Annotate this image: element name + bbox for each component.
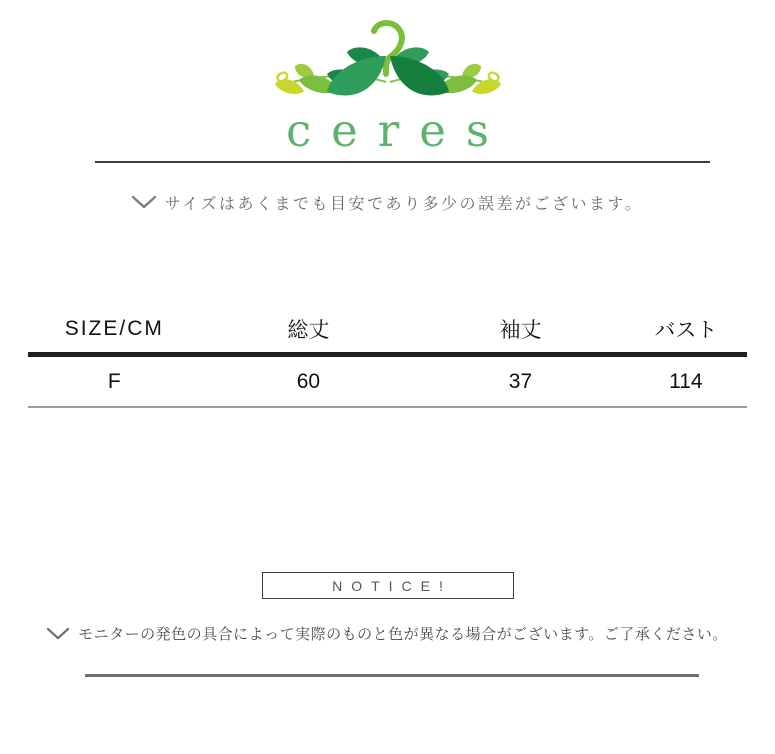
size-disclaimer-note	[0, 191, 775, 214]
ceres-logo	[0, 12, 775, 157]
size-disclaimer-text: サイズはあくまでも目安であり多少の誤差がございます。	[164, 196, 644, 213]
size-cell-total-length: 60	[296, 369, 321, 393]
notice-box	[262, 572, 514, 599]
brand-text: ceres	[285, 104, 510, 157]
size-table	[28, 306, 747, 408]
column-header-bust: バスト	[654, 319, 718, 342]
bottom-divider	[85, 674, 699, 677]
monitor-color-note	[0, 623, 775, 644]
size-cell-bust: 114	[669, 369, 703, 393]
size-table-header	[28, 306, 747, 357]
column-header-unit: SIZE/CM	[64, 317, 164, 340]
column-header-total-length: 総丈	[287, 319, 330, 342]
monitor-color-text: モニターの発色の具合によって実際のものと色が異なる場合がございます。ご了承ください。	[78, 626, 728, 643]
top-divider	[95, 161, 710, 163]
chevron-down-icon	[132, 196, 156, 209]
size-table-row	[28, 357, 747, 408]
column-header-sleeve-length: 袖丈	[499, 319, 542, 342]
chevron-down-icon	[47, 628, 69, 640]
size-cell-sleeve-length: 37	[508, 369, 533, 393]
size-cell-label: F	[107, 369, 121, 393]
notice-label: NOTICE!	[332, 577, 452, 594]
hanger-leaves-icon	[272, 12, 504, 112]
